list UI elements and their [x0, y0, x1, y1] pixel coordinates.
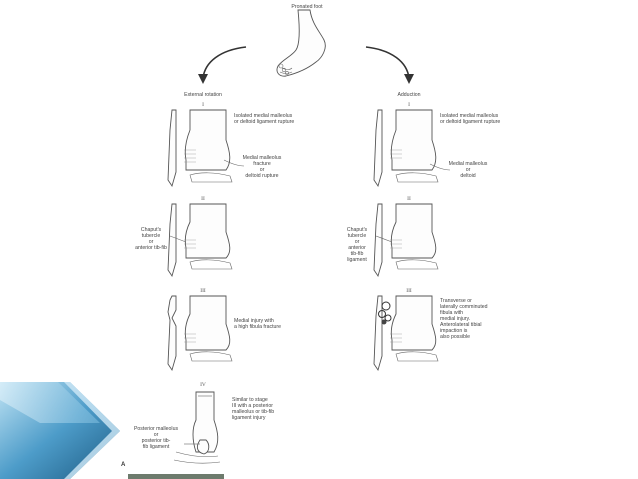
- left-s2-label-1: Chaput's: [140, 227, 162, 233]
- left-stage-numeral: III: [200, 288, 206, 294]
- right-s2-label-4: anterior: [348, 245, 366, 251]
- left-s4-label-5: Posterior malleolus: [133, 426, 179, 432]
- left-stage-numeral: IV: [200, 382, 206, 388]
- right-stage-numeral: III: [406, 288, 412, 294]
- figure-letter: A: [121, 462, 126, 468]
- arrow-right: [366, 47, 414, 84]
- left-stage-numeral: I: [202, 102, 204, 108]
- right-s2-label-1: Chaput's: [346, 227, 368, 233]
- pronated-foot-illustration: [277, 10, 325, 76]
- right-stage-3-ankle: [374, 296, 438, 370]
- slide-chevron-decoration: [0, 382, 120, 479]
- right-stage-numeral: II: [407, 196, 411, 202]
- left-s1-label-1: Isolated medial malleolus: [234, 113, 293, 119]
- cropped-image-strip: [128, 474, 224, 479]
- right-s3-label-1: Transverse or: [440, 298, 472, 304]
- left-s1-label-2: or deltoid ligament rupture: [234, 119, 295, 125]
- arrow-left: [198, 47, 246, 84]
- left-stage-numeral: II: [201, 196, 205, 202]
- left-s4-label-1: Similar to stage: [232, 397, 268, 403]
- right-s3-label-7: also possible: [440, 334, 470, 340]
- right-stage-numeral: I: [408, 102, 410, 108]
- left-s3-label-2: a high fibula fracture: [234, 324, 282, 330]
- right-s1-label-1: Isolated medial malleolus: [440, 113, 499, 119]
- left-s2-label-2: tubercle: [141, 233, 161, 239]
- left-stage-4-ankle: [174, 392, 220, 463]
- right-s1-label-4: or: [465, 167, 471, 173]
- left-stage-3-ankle: [168, 296, 232, 370]
- left-s1-label-5: or: [259, 167, 265, 173]
- right-s3-label-4: medial injury.: [440, 316, 471, 322]
- left-s1-label-3: Medial malleolus: [242, 155, 282, 161]
- left-s4-label-7: posterior tib-: [141, 438, 171, 444]
- top-label: Pronated foot: [291, 4, 323, 10]
- left-s3-label-1: Medial injury with: [234, 318, 274, 324]
- right-s3-label-3: fibula with: [440, 310, 464, 316]
- right-s2-label-2: tubercle: [347, 233, 367, 239]
- right-stage-1-ankle: [374, 110, 450, 186]
- left-s2-label-4: anterior tib-fib: [135, 245, 167, 251]
- right-s3-label-6: impaction is: [440, 328, 468, 334]
- right-s1-label-5: deltoid: [460, 173, 476, 179]
- right-s2-label-6: ligament: [347, 257, 367, 263]
- right-s1-label-2: or deltoid ligament rupture: [440, 119, 501, 125]
- left-stage-1-ankle: [168, 110, 244, 186]
- right-s2-label-3: or: [354, 239, 360, 245]
- external-rotation-heading: External rotation: [184, 92, 222, 98]
- right-s3-label-2: laterally comminuted: [440, 304, 488, 310]
- right-s1-label-3: Medial malleolus: [448, 161, 488, 167]
- left-s4-label-6: or: [153, 432, 159, 438]
- left-s1-label-6: deltoid rupture: [245, 173, 279, 179]
- adduction-heading: Adduction: [397, 92, 421, 98]
- left-s4-label-4: ligament injury: [232, 415, 266, 421]
- right-stage-2-ankle: [374, 204, 438, 276]
- left-s4-label-2: III with a posterior: [232, 403, 273, 409]
- left-s1-label-4: fracture: [253, 161, 271, 167]
- left-s4-label-8: fib ligament: [142, 444, 170, 450]
- left-s4-label-3: malleolus or tib-fib: [232, 409, 275, 415]
- left-stage-2-ankle: [168, 204, 232, 276]
- right-s2-label-5: tib-fib: [350, 251, 364, 257]
- right-s3-label-5: Anterolateral tibial: [440, 322, 482, 328]
- left-s2-label-3: or: [148, 239, 154, 245]
